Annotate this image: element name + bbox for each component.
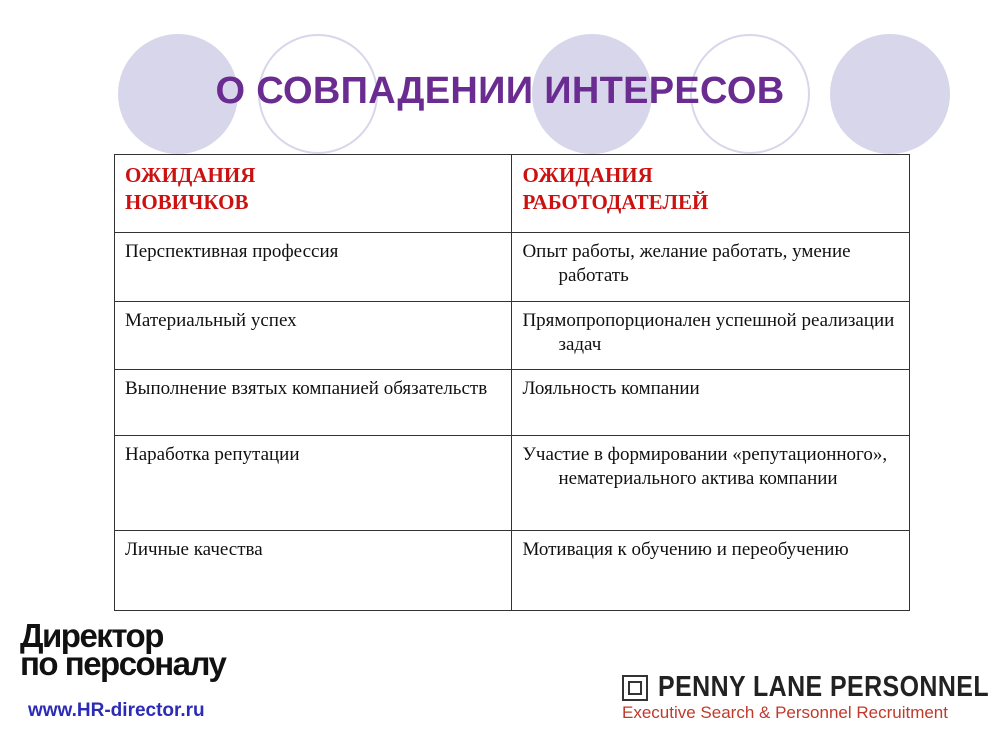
table-cell bbox=[512, 531, 910, 611]
table-cell bbox=[512, 302, 910, 370]
table-cell bbox=[512, 436, 910, 531]
hr-director-logo bbox=[20, 617, 226, 682]
table-cell bbox=[115, 531, 512, 611]
table-row bbox=[115, 531, 910, 611]
penny-lane-logo-icon bbox=[622, 675, 648, 701]
cell-text: Опыт работы, желание работать, умение работать bbox=[522, 241, 851, 286]
brand-name: PENNY LANE PERSONNEL bbox=[658, 671, 990, 703]
header-newcomers: ОЖИДАНИЯ НОВИЧКОВ bbox=[125, 163, 256, 214]
table-row bbox=[115, 370, 910, 436]
table-cell bbox=[115, 302, 512, 370]
cell-text: Прямопропорционален успешной реализации задач bbox=[522, 310, 895, 355]
slide-title: О СОВПАДЕНИИ ИНТЕРЕСОВ bbox=[215, 70, 785, 112]
header-cell bbox=[115, 155, 512, 233]
logo-line-1: Директор bbox=[20, 617, 163, 654]
cell-text: Наработка репутации bbox=[125, 444, 300, 465]
cell-text: Выполнение взятых компанией обязательств bbox=[125, 378, 488, 399]
header-cell bbox=[512, 155, 910, 233]
cell-text: Мотивация к обучению и переобучению bbox=[522, 539, 849, 560]
table-header-row bbox=[115, 155, 910, 233]
logo-line-2: по персоналу bbox=[20, 645, 226, 682]
cell-text: Материальный успех bbox=[125, 310, 297, 331]
table-cell bbox=[115, 436, 512, 531]
table-cell bbox=[512, 370, 910, 436]
cell-text: Участие в формировании «репутационного», нематериального актива компании bbox=[522, 444, 888, 489]
table-row bbox=[115, 233, 910, 302]
website-link[interactable]: www.HR-director.ru bbox=[28, 700, 205, 721]
table-row bbox=[115, 436, 910, 531]
table-cell bbox=[115, 233, 512, 302]
brand-tagline: Executive Search & Personnel Recruitment bbox=[622, 703, 948, 722]
cell-text: Личные качества bbox=[125, 539, 263, 560]
cell-text: Лояльность компании bbox=[522, 378, 700, 399]
header-employers: ОЖИДАНИЯ РАБОТОДАТЕЛЕЙ bbox=[522, 163, 709, 214]
table-cell bbox=[115, 370, 512, 436]
table-row bbox=[115, 302, 910, 370]
comparison-table bbox=[114, 154, 910, 611]
table-cell bbox=[512, 233, 910, 302]
cell-text: Перспективная профессия bbox=[125, 241, 339, 262]
